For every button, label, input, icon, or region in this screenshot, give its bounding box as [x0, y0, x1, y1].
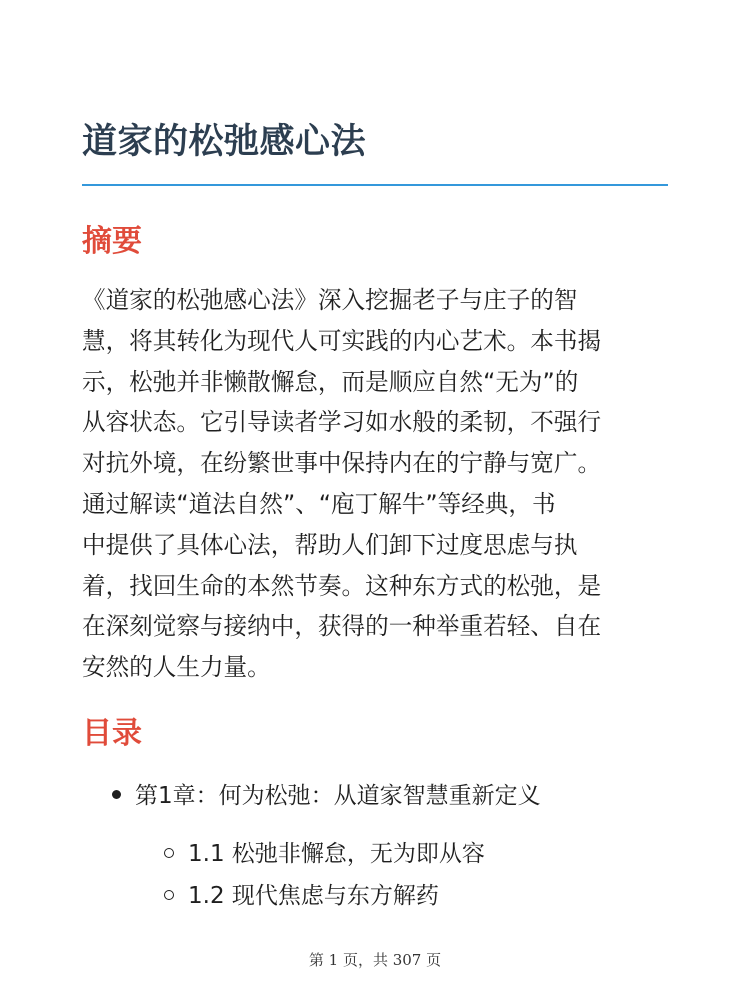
- page-footer: 第 1 页，共 307 页: [308, 951, 442, 969]
- abstract-line: 安然的人生力量。: [82, 653, 271, 682]
- toc-heading: 目录: [82, 716, 142, 751]
- bullet-circle-icon: [164, 890, 174, 900]
- abstract-line: 在深刻觉察与接纳中，获得的一种举重若轻、自在: [82, 612, 602, 641]
- abstract-line: 《道家的松弛感心法》深入挖掘老子与庄子的智: [82, 286, 578, 314]
- toc-section-item[interactable]: [164, 837, 485, 871]
- toc-chapter-label: 第1章：何为松弛：从道家智慧重新定义: [135, 783, 541, 809]
- abstract-line: 从容状态。它引导读者学习如水般的柔韧，不强行: [82, 408, 602, 437]
- bullet-circle-icon: [164, 848, 174, 858]
- abstract-line: 着，找回生命的本然节奏。这种东方式的松弛，是: [82, 571, 602, 600]
- abstract-line: 示，松弛并非懒散懈怠，而是顺应自然“无为”的: [82, 367, 579, 396]
- abstract-line: 对抗外境，在纷繁世事中保持内在的宁静与宽广。: [82, 449, 602, 478]
- abstract-heading: 摘要: [82, 224, 142, 259]
- abstract-line: 通过解读“道法自然”、“庖丁解牛”等经典，书: [82, 489, 556, 518]
- document-title: 道家的松弛感心法: [82, 122, 367, 162]
- toc-section-label: 1.1 松弛非懈怠，无为即从容: [188, 841, 485, 867]
- abstract-line: 慧，将其转化为现代人可实践的内心艺术。本书揭: [82, 326, 602, 355]
- toc-section-item[interactable]: [164, 879, 439, 913]
- abstract-line: 中提供了具体心法，帮助人们卸下过度思虑与执: [82, 530, 578, 559]
- document-page: [82, 0, 668, 1000]
- toc-section-label: 1.2 现代焦虑与东方解药: [188, 883, 439, 909]
- title-divider: [82, 184, 668, 186]
- abstract-body: [82, 280, 668, 688]
- bullet-disc-icon: [112, 790, 121, 799]
- toc-chapter-item[interactable]: [112, 779, 541, 813]
